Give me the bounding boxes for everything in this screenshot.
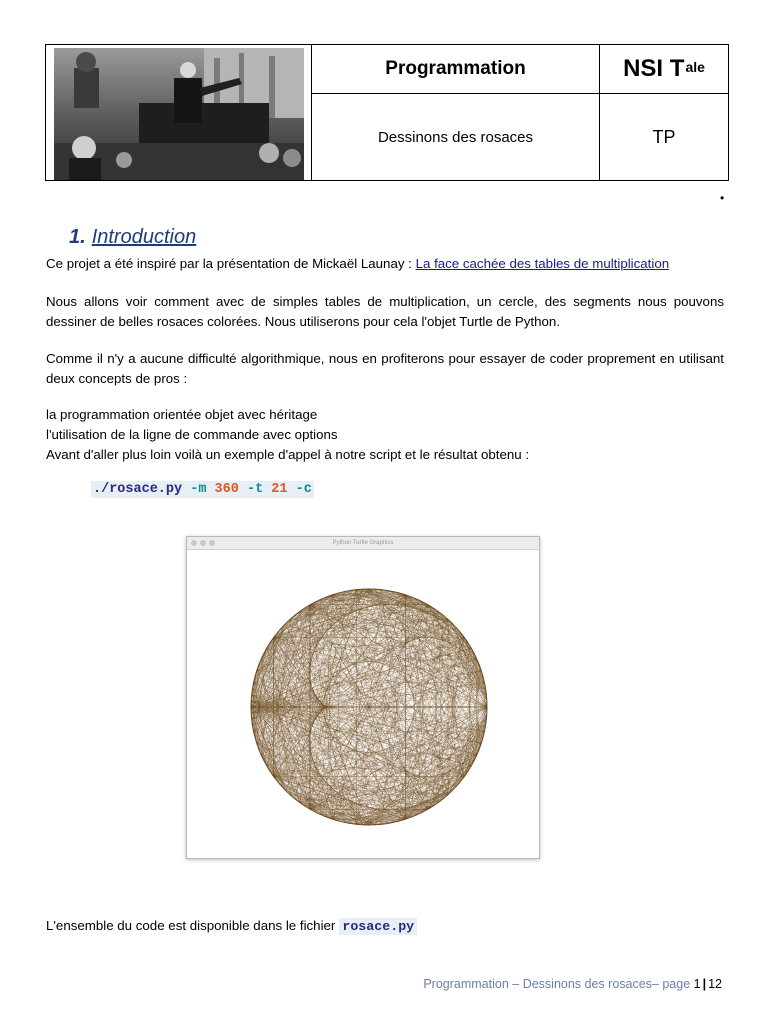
section-number: 1.	[69, 226, 86, 248]
rosace-segments	[251, 589, 487, 825]
rosace-canvas	[190, 552, 536, 855]
paragraph-concepts: Comme il n'y a aucune difficulté algorithmique, nous en profiterons pour essayer de coder proprement en utilisant deux concepts de pros :	[46, 351, 724, 386]
video-link[interactable]: La face cachée des tables de multiplication	[415, 256, 670, 271]
page-number: 1	[693, 977, 701, 991]
footer-separator: |	[702, 977, 707, 991]
page-total: 12	[708, 977, 722, 991]
level-sup: ale	[685, 59, 705, 75]
paragraph-overview: Nous allons voir comment avec de simples tables de multiplication, un cercle, des segments nous pouvons dessiner de belles rosaces colorées. Nous utiliserons pour cela l'objet Turtle de Python.	[46, 294, 724, 329]
window-title: Python Turtle Graphics	[332, 540, 394, 546]
code-file: rosace.py	[339, 918, 417, 935]
code-availability	[46, 918, 417, 934]
paragraph-list	[46, 405, 724, 465]
paragraph-inspiration	[46, 254, 724, 274]
inspiration-text: Ce projet a été inspiré par la présentation de Mickaël Launay :	[46, 256, 416, 271]
historic-photo	[54, 48, 304, 180]
turtle-window	[186, 536, 540, 859]
header-topic: Dessinons des rosaces	[312, 94, 600, 180]
page-footer	[423, 977, 722, 991]
cmd-opt-t: -t	[246, 482, 264, 497]
bullet-dot: •	[720, 191, 725, 205]
header-level	[600, 45, 728, 94]
header-table	[45, 44, 729, 181]
header-photo-cell	[46, 45, 312, 180]
section-heading	[69, 226, 196, 249]
window-titlebar	[187, 537, 539, 550]
cmd-val-m: 360	[214, 482, 239, 497]
cmd-opt-m: -m	[190, 482, 207, 497]
section-title[interactable]: Introduction	[91, 226, 197, 248]
cmd-path: ./rosace.py	[93, 482, 183, 497]
header-subject: Programmation	[312, 45, 600, 94]
example-intro: Avant d'aller plus loin voilà un exemple d'appel à notre script et le résultat obtenu :	[46, 447, 530, 462]
code-availability-text: L'ensemble du code est disponible dans le fichier	[46, 918, 336, 933]
cmd-opt-c: -c	[295, 482, 312, 497]
cmd-val-t: 21	[271, 482, 288, 497]
footer-text: Programmation – Dessinons des rosaces– page	[423, 977, 694, 991]
list-item: la programmation orientée objet avec héritage	[46, 407, 318, 422]
list-item: l'utilisation de la ligne de commande avec options	[46, 427, 338, 442]
header-type: TP	[652, 126, 676, 147]
level-main: NSI T	[623, 55, 685, 82]
command-example	[91, 481, 314, 498]
